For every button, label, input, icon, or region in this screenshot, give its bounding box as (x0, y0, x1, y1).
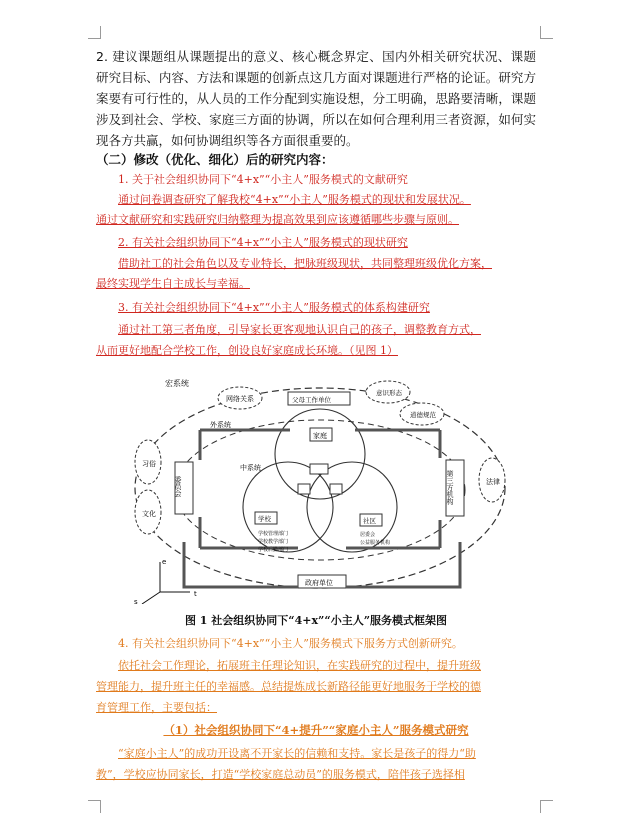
bottom-arrow-band (200, 517, 440, 548)
law-label: 法律 (486, 478, 500, 486)
framework-diagram (120, 372, 520, 604)
item2-title: 2. 有关社会组织协同下“4+x”“小主人”服务模式的现状研究 (118, 236, 408, 249)
s-axis-label: s (134, 598, 138, 604)
school-item: 学校教学部门 (258, 539, 289, 545)
network-label: 网络关系 (226, 395, 254, 403)
morals-label: 道德规范 (410, 411, 436, 419)
community-label: 社区 (363, 517, 376, 525)
community-circle (307, 462, 397, 552)
school-label: 学校 (258, 515, 271, 523)
item3-body-line1: 通过社工第三者角度，引导家长更客观地认识自己的孩子，调整教育方式， (118, 323, 481, 336)
item4-body-line2: 管理能力，提升班主任的幸福感。总结提炼成长新路径能更好地服务于学校的德 (96, 680, 481, 693)
page-corner-mark (88, 800, 101, 813)
gov-label: 政府单位 (305, 579, 333, 587)
item4-body-line1: 依托社会工作理论，拓展班主任理论知识，在实践研究的过程中，提升班级 (118, 659, 481, 672)
item1-title: 1. 关于社会组织协同下“4+x”“小主人”服务模式的文献研究 (118, 173, 408, 186)
culture-label: 文化 (142, 510, 156, 518)
item1-body-line2: 通过文献研究和实践研究归纳整理为提高效果到应该遵循哪些步骤与原则。 (96, 213, 459, 226)
meso-label: 中系统 (240, 464, 261, 472)
item4-body-line3: 育管理工作，主要包括： (96, 701, 217, 714)
subsection-heading: （1）社会组织协同下“4+提升”“家庭小主人”服务模式研究 (163, 723, 469, 737)
school-item: 学校管理部门 (258, 531, 289, 537)
third-party-label: 第三方机构 (446, 470, 454, 505)
family-circle (275, 409, 365, 499)
figure-caption: 图 1 社会组织协同下“4+x”“小主人”服务模式框架图 (184, 614, 448, 627)
customs-label: 习俗 (142, 460, 156, 468)
macro-label: 宏系统 (165, 379, 189, 388)
community-item: 公益服务机构 (360, 540, 391, 546)
item3-title: 3. 有关社会组织协同下“4+x”“小主人”服务模式的体系构建研究 (118, 301, 430, 314)
ideology-label: 意识形态 (376, 389, 402, 397)
item1-body-line1: 通过问卷调查研究了解我校“4+x”“小主人”服务模式的现状和发展状况。 (118, 193, 471, 206)
item4-title: 4. 有关社会组织协同下“4+x”“小主人”服务模式下服务方式创新研究。 (118, 637, 463, 650)
community-item: 居委会 (360, 532, 376, 538)
school-item: 学校后勤部门 (258, 547, 289, 553)
sub1-body-line2: 教”，学校应协同家长，打造“学校家庭总动员”的服务模式，陪伴孩子选择相 (96, 768, 465, 781)
item2-body-line2: 最终实现学生自主成长与幸福。 (96, 277, 250, 290)
paragraph-suggestion: 2. 建议课题组从课题提出的意义、核心概念界定、国内外相关研究状况、课题研究目标、内容、方法和课题的创新点这几方面对课题进行严格的论证。研究方案要有可行性的，从人员的工作分配到实施设想，分工明确，思路要清晰，课题涉及到社会、学校、家庭三方面的协调，所以在如何合理利用三者资源，如何实现各方共赢，如何协调组织等各方面很重要的。 (96, 49, 536, 148)
parent-unit-label: 父母工作单位 (292, 396, 331, 404)
t-axis-label: t (194, 590, 197, 598)
item3-body-line2: 从而更好地配合学校工作，创设良好家庭成长环境。（见图 1） (96, 344, 398, 357)
committee-label: 委员会 (174, 476, 182, 497)
section-heading: （二）修改（优化、细化）后的研究内容： (96, 152, 334, 167)
sub1-body-line1: “家庭小主人”的成功开设离不开家长的信赖和支持。家长是孩子的得力“助 (118, 747, 476, 760)
family-label: 家庭 (313, 432, 327, 440)
exo-label: 外系统 (210, 421, 231, 429)
item2-body-line1: 借助社工的社会角色以及专业特长，把脉班级现状，共同整理班级优化方案， (118, 257, 492, 270)
page-corner-mark (88, 26, 101, 39)
page-corner-mark (540, 26, 553, 39)
page-corner-mark (540, 800, 553, 813)
e-axis-label: e (162, 558, 167, 566)
